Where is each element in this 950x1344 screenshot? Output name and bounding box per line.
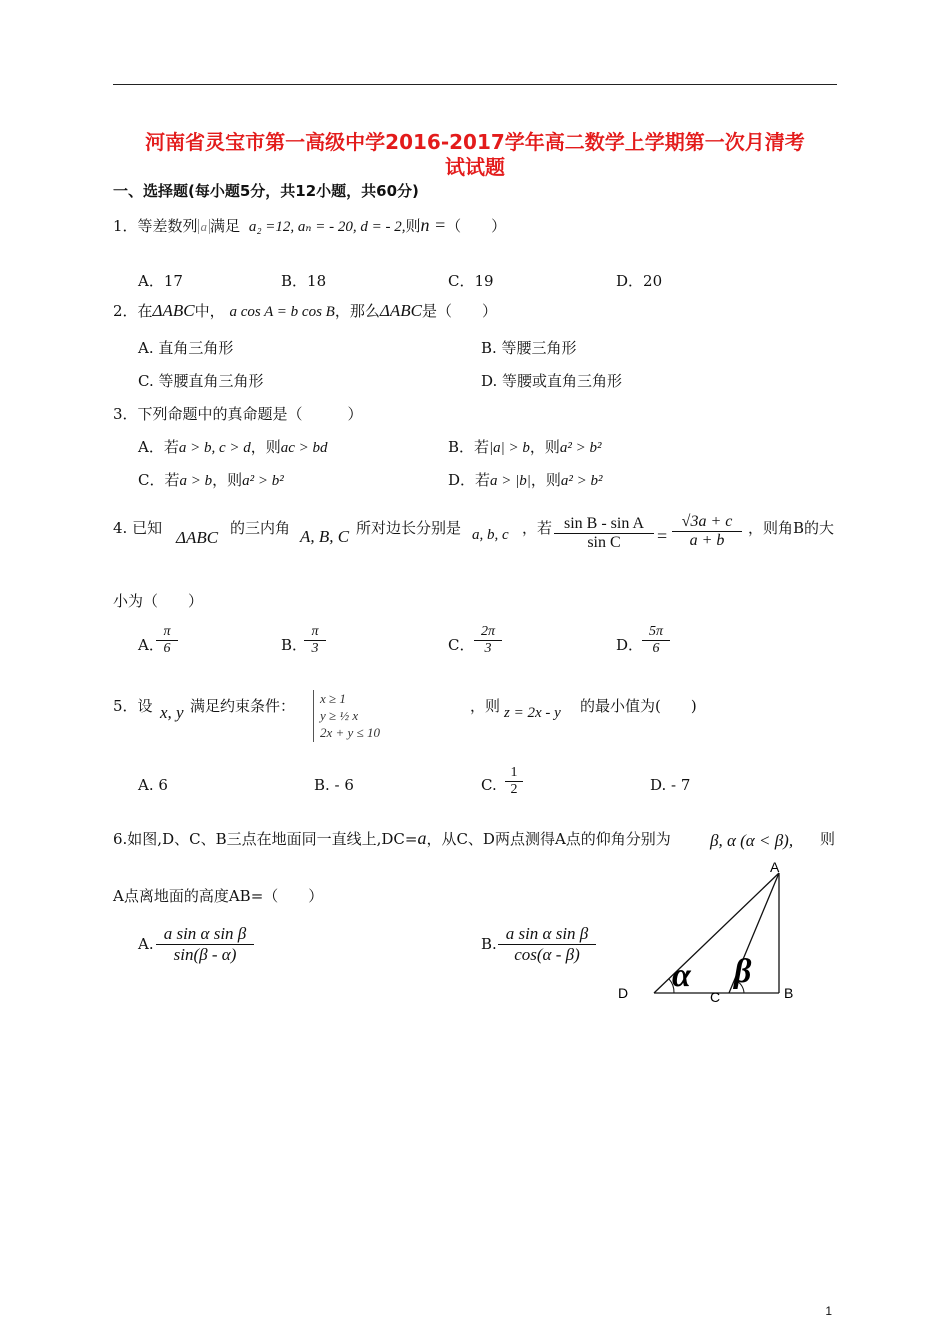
question-4-part1: 4. 已知 (113, 519, 163, 537)
q6-option-b-label[interactable]: B. (481, 935, 497, 953)
label-d: D (618, 985, 629, 1001)
q4-option-c[interactable]: $\frac{2\pi}{3}$ (474, 624, 502, 657)
q1-option-b[interactable]: B．18 (281, 272, 327, 290)
q5-option-d[interactable]: D. - 7 (650, 776, 691, 794)
q5-constraint-system: x ≥ 1 y ≥ ½ x 2x + y ≤ 10 (313, 690, 470, 742)
q1-condition: a₂ =12, aₙ = - 20, d = - 2, (248, 219, 406, 235)
q5-option-a[interactable]: A. 6 (138, 776, 168, 794)
q4-option-a[interactable]: $\frac{\pi}{6}$ (156, 624, 178, 657)
alpha-symbol: α (672, 957, 691, 994)
q6-option-b[interactable]: $\frac{\text{a sin α sin β}}{\cos(\alpha - \beta)}$ (498, 924, 596, 965)
label-b: B (784, 985, 794, 1001)
question-3: 3．下列命题中的真命题是（ ） (113, 405, 363, 423)
q4-triangle: ΔABC (176, 528, 219, 547)
q5-objective: z = 2x - y (504, 705, 561, 721)
q5-option-c-label[interactable]: C. (481, 776, 497, 794)
question-4-part2: 小为（ ） (113, 592, 204, 610)
q4-option-a-label[interactable]: A． (138, 636, 164, 654)
q2-option-d[interactable]: D. 等腰或直角三角形 (481, 372, 623, 390)
q4-sides: a, b, c (472, 527, 509, 543)
q3-option-b[interactable]: B．若|a| > b，则a² > b² (448, 438, 602, 456)
beta-symbol: β (734, 953, 752, 990)
question-6-part2: A点离地面的高度AB=（ ） (113, 887, 324, 905)
q2-condition: a cos A = b cos B (229, 304, 335, 320)
label-a: A (770, 860, 780, 875)
question-6: 6.如图,D、C、B三点在地面同一直线上,DC=a，从C、D两点测得A点的仰角分别为 (113, 828, 671, 848)
triangle-figure (612, 860, 812, 1010)
section-heading: 一、选择题(每小题5分，共12小题，共60分) (113, 182, 419, 200)
q3-option-a[interactable]: A．若a > b, c > d，则ac > bd (138, 438, 328, 456)
q1-option-a[interactable]: A．17 (138, 272, 183, 290)
q4-option-c-label[interactable]: C． (448, 636, 475, 654)
q4-angles: A, B, C (300, 527, 350, 546)
page-number: 1 (825, 1304, 832, 1318)
q6-option-a[interactable]: $\frac{\text{a sin α sin β}}{\sin(\beta - \alpha)}$ (156, 924, 254, 965)
seq-symbol: a (198, 219, 211, 234)
q4-rhs-fraction: $\frac{√3a + c}{a + b}$ (672, 513, 742, 550)
q5-option-b[interactable]: B. - 6 (314, 776, 354, 794)
q5-option-c[interactable]: $\frac{1}{2}$ (505, 765, 523, 798)
q4-option-b[interactable]: $\frac{\pi}{3}$ (304, 624, 326, 657)
question-5: 5．设 (113, 697, 153, 715)
q6-option-a-label[interactable]: A. (138, 935, 154, 953)
q4-option-b-label[interactable]: B． (281, 636, 308, 654)
q3-option-c[interactable]: C．若a > b，则a² > b² (138, 471, 284, 489)
q2-option-b[interactable]: B. 等腰三角形 (481, 339, 577, 357)
q4-option-d-label[interactable]: D． (616, 636, 644, 654)
q2-option-c[interactable]: C. 等腰直角三角形 (138, 372, 264, 390)
page-title: 河南省灵宝市第一高级中学2016-2017学年高二数学上学期第一次月清考 (145, 130, 805, 154)
q4-option-d[interactable]: $\frac{5\pi}{6}$ (642, 624, 670, 657)
top-rule (113, 84, 837, 85)
label-c: C (710, 989, 721, 1005)
question-2: 2．在ΔABC中， a cos A = b cos B，那么ΔABC是（ ） (113, 301, 497, 320)
q1-option-c[interactable]: C．19 (448, 272, 494, 290)
q2-option-a[interactable]: A. 直角三角形 (138, 339, 234, 357)
q6-angles: β, α (α < β), (710, 831, 794, 850)
q1-option-d[interactable]: D．20 (616, 272, 663, 290)
page-title-cont: 试试题 (445, 155, 505, 179)
question-1: 1．等差数列 a 满足 a₂ =12, aₙ = - 20, d = - 2,则n =（ ） (113, 215, 507, 235)
q3-option-d[interactable]: D．若a > |b|，则a² > b² (448, 471, 603, 489)
q4-lhs-fraction: $\frac{\text{sin B - sin A}}{\text{sin C}}$ (554, 515, 654, 552)
